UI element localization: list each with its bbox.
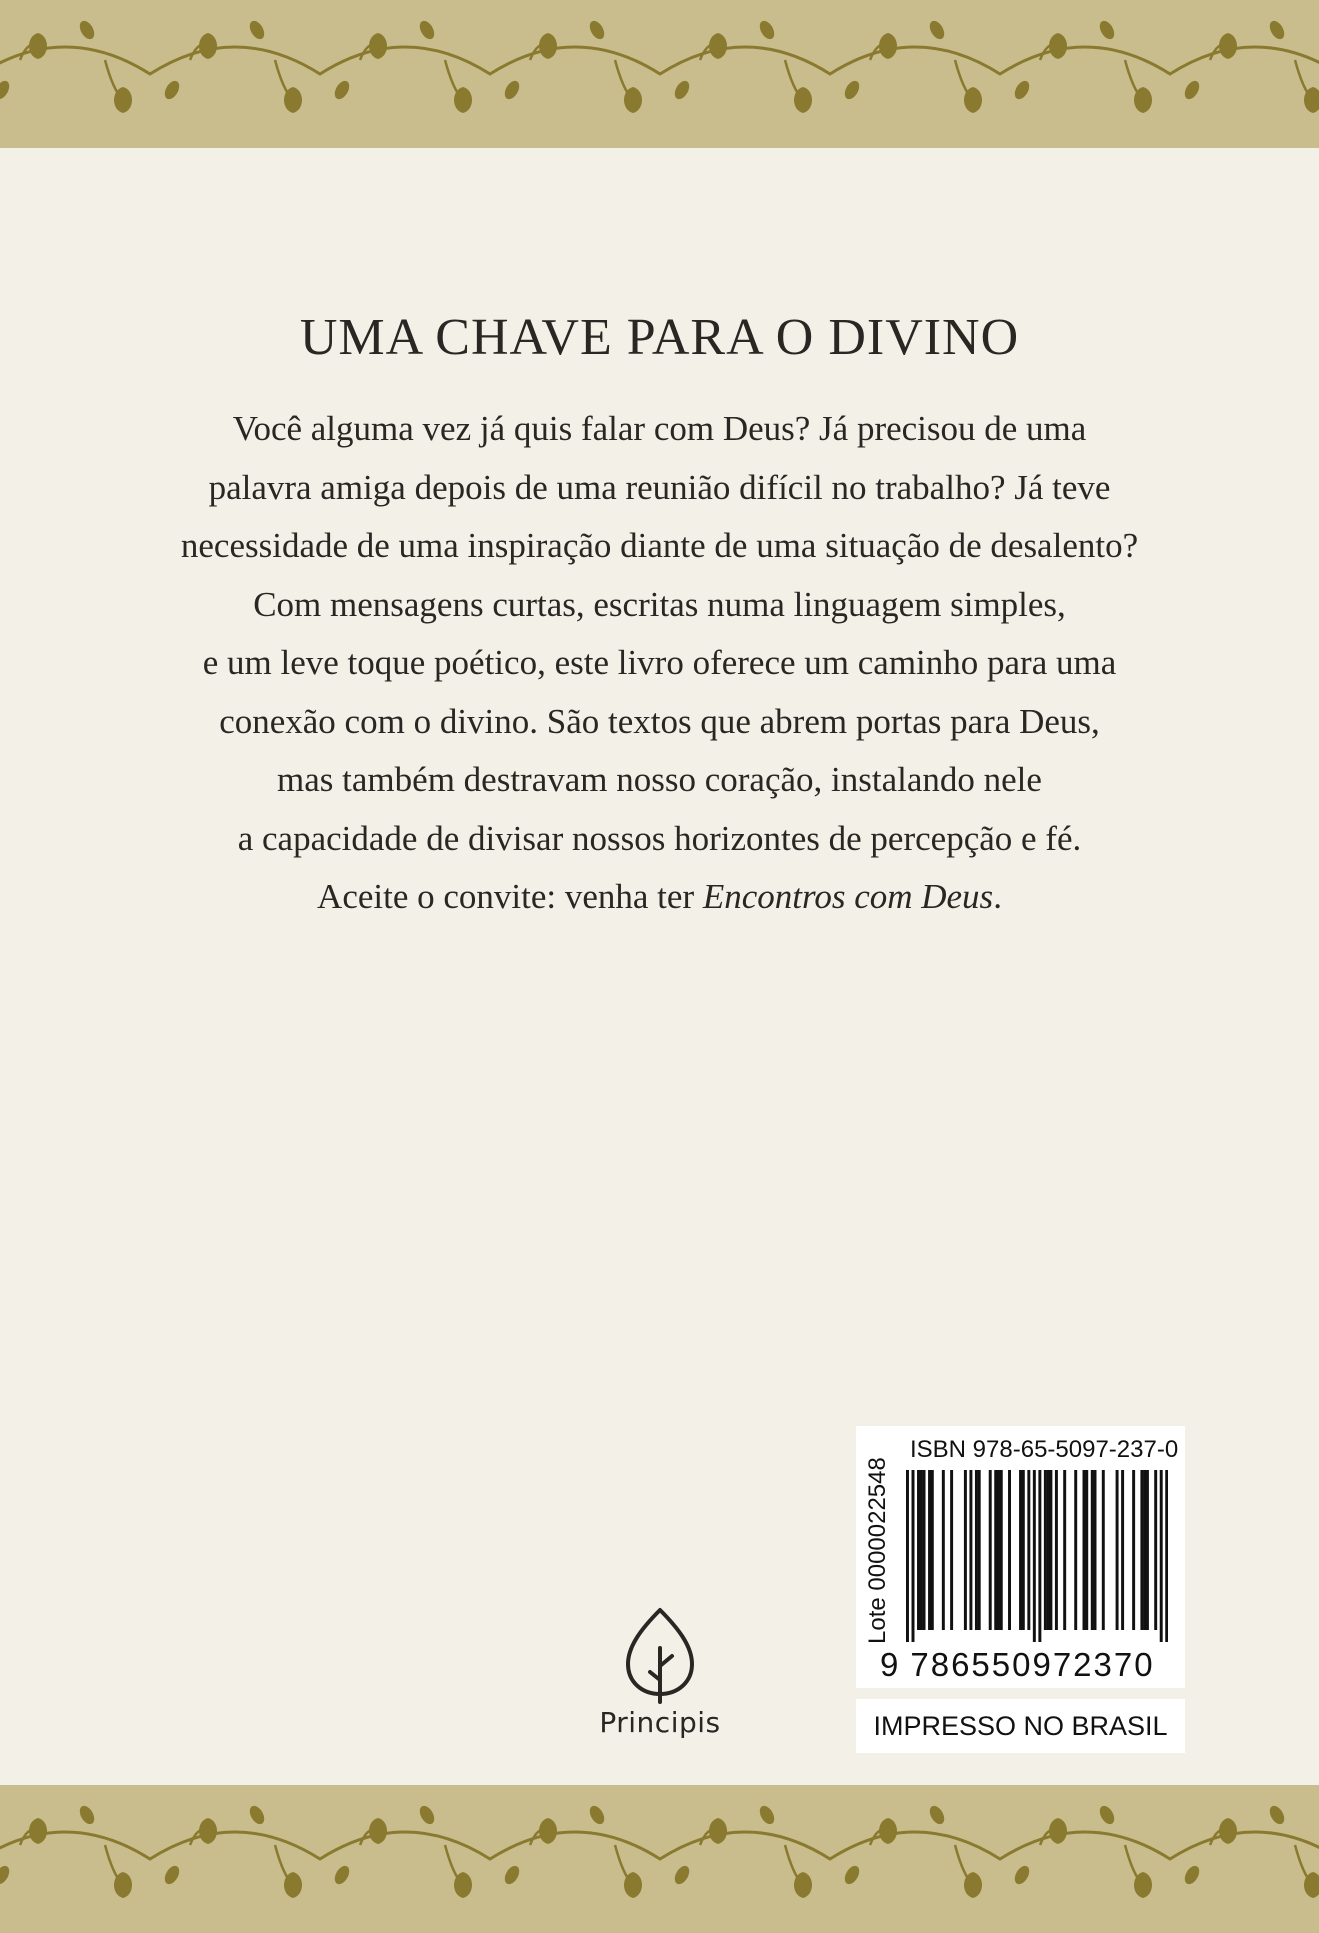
- barcode-bars: [906, 1470, 1168, 1642]
- bottom-floral-band: [0, 1785, 1319, 1933]
- barcode-bar: [1121, 1470, 1124, 1630]
- blurb-line: palavra amiga depois de uma reunião difícil no trabalho? Já teve: [208, 467, 1111, 507]
- barcode-bar: [1154, 1470, 1157, 1630]
- barcode-bar: [1047, 1470, 1050, 1630]
- blurb-line: e um leve toque poético, este livro oferece um caminho para uma: [202, 643, 1117, 682]
- barcode-bar: [1091, 1470, 1094, 1630]
- barcode-bar: [906, 1470, 909, 1642]
- barcode-bar: [1008, 1470, 1011, 1630]
- barcode-bar: [989, 1470, 992, 1630]
- barcode-bar: [923, 1470, 926, 1630]
- barcode-bar: [1143, 1470, 1146, 1630]
- blurb-line: conexão com o divino. São textos que abrem portas para Deus,: [219, 701, 1100, 741]
- ean-main-digits: 786550972370: [910, 1646, 1155, 1683]
- barcode-bar: [1063, 1470, 1066, 1630]
- leaf-tree-icon: [618, 1606, 702, 1704]
- lote-number: Lote 0000022548: [864, 1457, 891, 1644]
- page-title: UMA CHAVE PARA O DIVINO: [299, 309, 1020, 366]
- barcode-bar: [969, 1470, 972, 1630]
- barcode-bar: [1146, 1470, 1149, 1630]
- barcode-bar: [1038, 1470, 1041, 1642]
- barcode-bar: [928, 1470, 931, 1630]
- barcode-bar: [1033, 1470, 1036, 1642]
- barcode-bar: [1000, 1470, 1003, 1630]
- barcode-bar: [1044, 1470, 1047, 1630]
- publisher-logo: [598, 1606, 722, 1739]
- closing-suffix: .: [993, 877, 1002, 916]
- isbn-text: ISBN 978-65-5097-237-0: [910, 1436, 1179, 1463]
- barcode-bar: [1102, 1470, 1105, 1630]
- barcode-bar: [1022, 1470, 1025, 1630]
- barcode-bar: [912, 1470, 915, 1642]
- barcode-bar: [1055, 1470, 1058, 1630]
- barcode-bar: [1049, 1470, 1052, 1630]
- barcode-bar: [1165, 1470, 1168, 1642]
- barcode-bar: [917, 1470, 920, 1630]
- barcode-bar: [1116, 1470, 1119, 1630]
- barcode-bar: [920, 1470, 923, 1630]
- barcode-bar: [931, 1470, 934, 1630]
- book-title-italic: Encontros com Deus: [702, 877, 994, 916]
- barcode-bar: [942, 1470, 945, 1630]
- vine-ornament-icon: [0, 1785, 1319, 1933]
- blurb-line: Você alguma vez já quis falar com Deus? Já precisou de uma: [232, 409, 1087, 448]
- barcode-bar: [1140, 1470, 1143, 1630]
- barcode-bar: [964, 1470, 967, 1630]
- barcode-bar: [1083, 1470, 1086, 1630]
- barcode-bar: [997, 1470, 1000, 1630]
- ean-lead-digit: 9: [880, 1646, 901, 1683]
- barcode-bar: [950, 1470, 953, 1630]
- blurb-text: [0, 400, 1319, 927]
- printed-in-label: IMPRESSO NO BRASIL: [856, 1699, 1185, 1753]
- blurb-line: mas também destravam nosso coração, instalando nele: [277, 760, 1042, 799]
- barcode-bar: [975, 1470, 978, 1630]
- barcode-bar: [1132, 1470, 1135, 1630]
- blurb-line: necessidade de uma inspiração diante de uma situação de desalento?: [180, 526, 1139, 565]
- barcode-bar: [1019, 1470, 1022, 1630]
- vine-ornament-icon: [0, 0, 1319, 148]
- barcode-bar: [994, 1470, 997, 1630]
- top-floral-band: [0, 0, 1319, 148]
- barcode-bar: [1094, 1470, 1097, 1630]
- blurb-closing-line: [0, 868, 1319, 927]
- ean-digits: [880, 1646, 1155, 1684]
- publisher-name: Principis: [599, 1706, 721, 1739]
- barcode-bar: [1027, 1470, 1030, 1630]
- blurb-line: Com mensagens curtas, escritas numa linguagem simples,: [253, 584, 1066, 624]
- barcode-label: [856, 1426, 1185, 1688]
- barcode-bar: [1160, 1470, 1163, 1642]
- blurb-line: a capacidade de divisar nossos horizontes de percepção e fé.: [237, 818, 1082, 858]
- closing-prefix: Aceite o convite: venha ter: [317, 877, 703, 916]
- barcode-bar: [978, 1470, 981, 1630]
- barcode-bar: [1074, 1470, 1077, 1630]
- barcode-bar: [1085, 1470, 1088, 1630]
